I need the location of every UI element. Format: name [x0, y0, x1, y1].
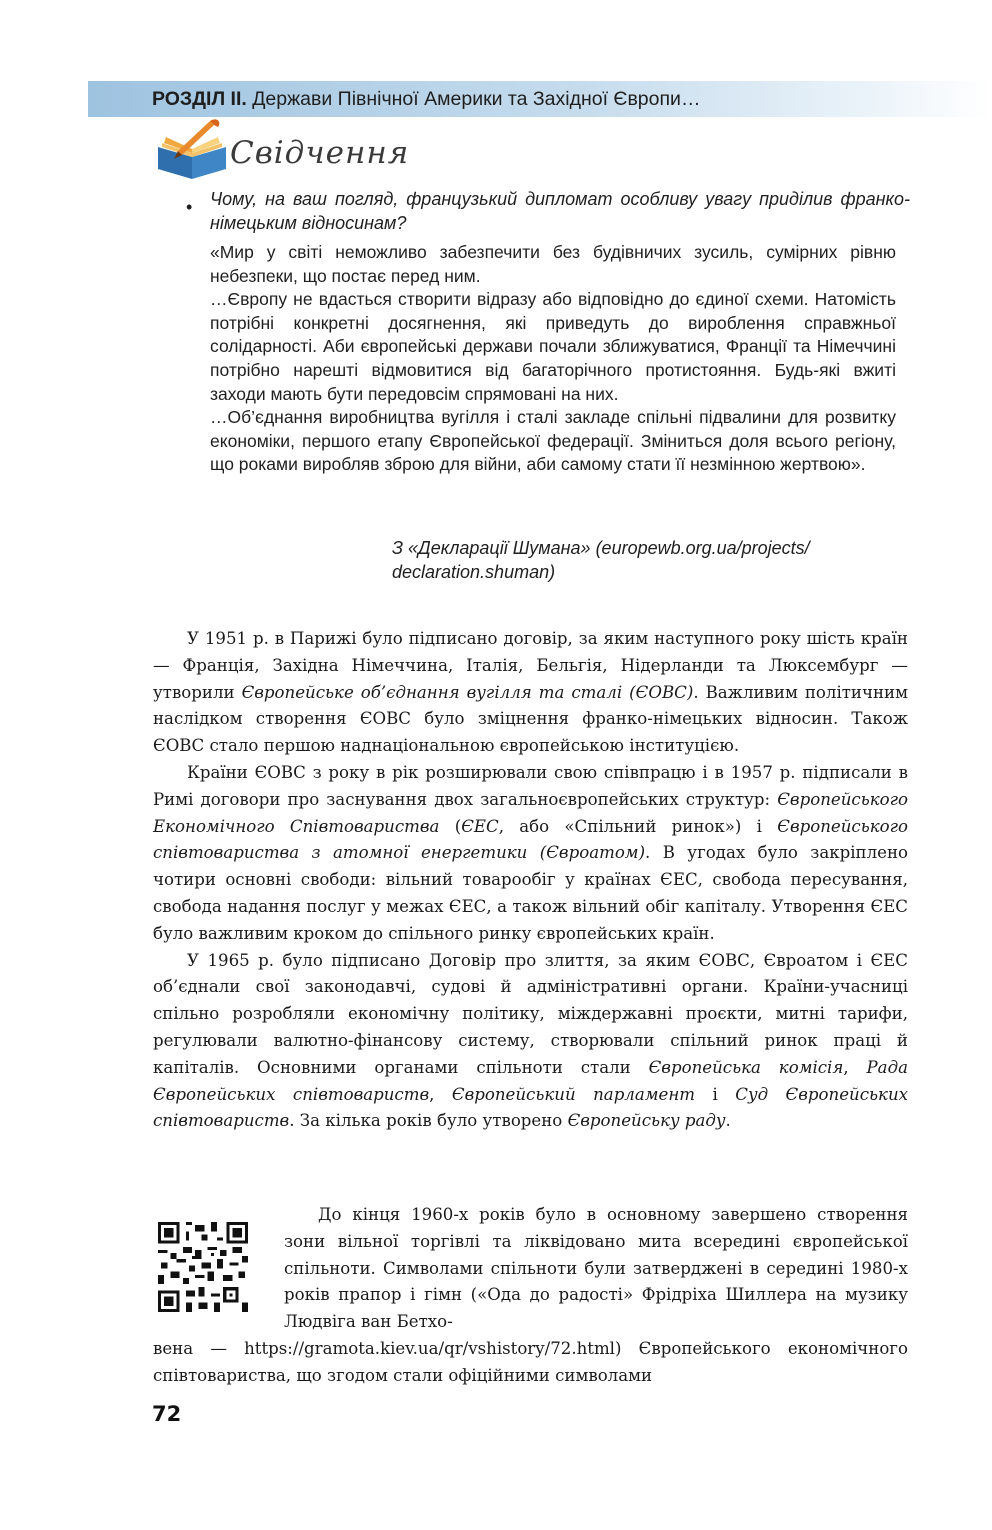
text-run: . [725, 1111, 731, 1131]
text-run: . Важливим політичним наслідком створення ЄОВС було зміцнення франко-німецьких відносин. Також ЄОВС стало першою наднаціональною європейською інституцією. [153, 682, 908, 756]
source-box-title: Свідчення [230, 135, 410, 171]
text-run: ( [439, 816, 462, 836]
body-paragraph [284, 1202, 908, 1336]
body-paragraph [153, 626, 908, 760]
text-run: У 1965 р. було підписано Договір про злиття, за яким ЄОВС, Євроатом і ЄЕС об’єднали свої законодавчі, судові й адміністративні органи. Країни-учасниці спільно розробляли економічну політику, міждержавні проєкти, митні тарифи, регулювали валютно-фінансову систему, створювали спільний ринок праці й капіталів. Основними органами спільноти стали [153, 950, 908, 1077]
bullet-icon: • [186, 197, 193, 217]
source-question: Чому, на ваш погляд, французький дипломат особливу увагу приділив франко-німецьким відносинам? [210, 189, 910, 233]
term: ЄЕС [461, 816, 499, 836]
body-paragraph [153, 948, 908, 1136]
term: Європейський парламент [451, 1084, 696, 1104]
term: гімн [424, 1285, 463, 1305]
text-run: , [843, 1057, 867, 1077]
term: Європейського Економічного Співтовариства [153, 789, 908, 836]
section-title: Держави Північної Америки та Західної Європи… [252, 88, 701, 110]
body-paragraph [153, 760, 908, 948]
book-quill-icon [152, 117, 232, 181]
text-run: . В угодах було закріплено чотири основні свободи: вільний товарообіг у країнах ЄЕС, свобода пересування, свобода надання послуг у межах ЄЕС, а також вільний обіг капіталу. Утворення ЄЕС було важливим кроком до спільного ринку європейських країн. [153, 843, 908, 943]
text-run: Країни ЄОВС з року в рік розширювали свою співпрацю і в 1957 р. підписали в Римі договори про заснування двох загальноєвропейських структур: [153, 762, 908, 809]
source-quote [210, 241, 896, 477]
body-paragraph-tail: вена — https://gramota.kiev.ua/qr/vshistory/72.html) Європейського економічного співтовариства, що згодом стали офіційними символами [153, 1339, 908, 1385]
quote-paragraph: …Європу не вдасться створити відразу або відповідно до єдиної схеми. Натомість потрібні конкретні досягнення, які приведуть до вироблення справжньої солідарності. Аби європейські держави почали зближуватися, Франції та Німеччині потрібно нарешті відмовитися від багаторічного протистояння. Будь-які вжиті заходи мають бути передовсім спрямовані на них. [210, 289, 896, 404]
term: Європейська комісія [648, 1057, 844, 1077]
term: Європейську раду [567, 1111, 726, 1131]
term: прапор [338, 1285, 402, 1305]
text-run: , [429, 1084, 452, 1104]
section-label: РОЗДІЛ ІІ. [152, 88, 247, 110]
term: Суд Європейських співтовариств [153, 1084, 908, 1131]
term: Європейського співтовариства з атомної енергетики (Євроатом) [153, 816, 909, 863]
term: Рада Європейських співтовариств [153, 1057, 908, 1104]
text-run: і [401, 1285, 425, 1305]
citation-line: З «Декларації Шумана» (europewb.org.ua/projects/ [392, 538, 810, 558]
quote-paragraph: «Мир у світі неможливо забезпечити без будівничих зусиль, сумірних рівню небезпеки, що постає перед ним. [210, 242, 896, 286]
text-run: . За кілька років було утворено [289, 1111, 568, 1131]
section-header [152, 86, 700, 112]
text-run: , або «Спільний ринок») і [498, 816, 778, 836]
citation-line: declaration.shuman) [392, 562, 556, 582]
quote-paragraph: …Об’єднання виробництва вугілля і сталі закладе спільні підвалини для розвитку економіки, першого етапу Європейської федерації. Зміниться доля всього регіону, що роками виробляв зброю для війни, аби самому стати її незмінною жертвою». [210, 407, 896, 475]
text-run: («Ода до радості» Фрідріха Шиллера на музику Людвіга ван Бетхо- [284, 1285, 908, 1332]
page-number: 72 [152, 1402, 182, 1426]
text-run: До кінця 1960-х років було в основному завершено створення зони вільної торгівлі та ліквідовано мита всередині європейської спільноти. Символами спільноти були затверджені в середині 1980-х років [284, 1205, 908, 1305]
main-text [153, 626, 908, 1135]
paragraph-continuation [153, 1336, 908, 1390]
source-citation [392, 536, 892, 584]
text-run: і [695, 1084, 736, 1104]
term: Європейське об’єднання вугілля та сталі (ЄОВС) [241, 682, 694, 702]
qr-code-icon[interactable] [158, 1222, 248, 1312]
text-run: У 1951 р. в Парижі було підписано договір, за яким наступного року шість країн — Франція, Західна Німеччина, Італія, Бельгія, Нідерланди та Люксембург — утворили [153, 629, 908, 702]
paragraph-with-qr [284, 1202, 908, 1336]
